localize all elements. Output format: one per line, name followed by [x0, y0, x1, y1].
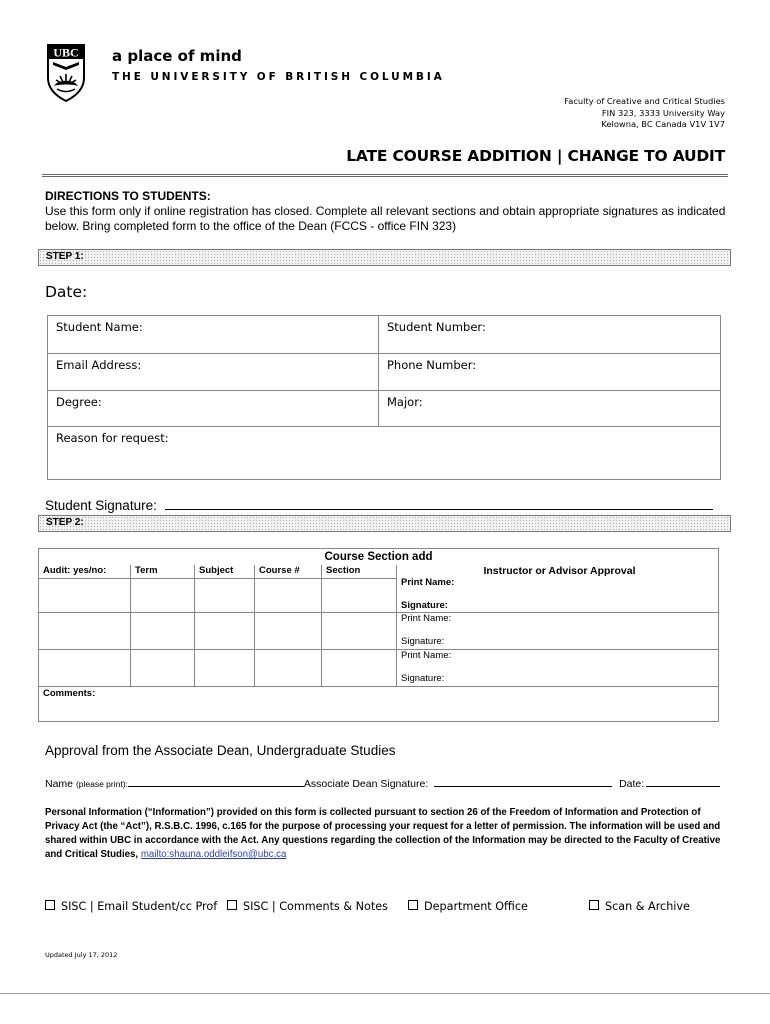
student-name-field[interactable] [48, 316, 379, 354]
section-cell[interactable] [322, 613, 397, 650]
checkbox-label: Department Office [424, 900, 528, 913]
course-number-cell[interactable] [255, 650, 322, 687]
comments-field[interactable] [39, 687, 719, 722]
checkbox-label: SISC | Email Student/cc Prof [61, 900, 218, 913]
print-name-label: Print Name: [401, 650, 452, 661]
name-hint: (please print): [75, 779, 128, 789]
ubc-logo [46, 44, 86, 102]
header-section: Section [322, 565, 397, 578]
title-rule [42, 174, 728, 175]
print-name-label: Print Name: [401, 577, 455, 588]
approval-cell[interactable] [397, 650, 719, 687]
signature-label: Signature: [401, 636, 445, 647]
page-bottom-rule [0, 993, 770, 994]
email-field[interactable] [48, 354, 379, 391]
directions-heading: DIRECTIONS TO STUDENTS: [45, 189, 211, 203]
logo-text: UBC [53, 45, 79, 60]
checkbox-label: Scan & Archive [605, 900, 690, 913]
dean-signature-line[interactable] [434, 776, 612, 787]
step2-bar [38, 515, 731, 532]
updated-date: Updated July 17, 2012 [45, 951, 118, 959]
degree-field[interactable] [48, 391, 379, 427]
major-field[interactable] [379, 391, 721, 427]
header-course-number: Course # [255, 565, 322, 578]
checkbox-department-office[interactable] [408, 900, 528, 913]
faculty-address [564, 96, 725, 131]
student-number-field[interactable] [379, 316, 721, 354]
header-subject: Subject [195, 565, 255, 578]
directions-text: Use this form only if online registration has closed. Complete all relevant sections and obtain appropriate signatures as indicated below. Bring completed form to the office of the Dean (FCCS - office FIN 323) [45, 204, 726, 233]
student-number-label: Student Number: [387, 320, 486, 334]
checkbox-icon[interactable] [45, 900, 55, 910]
subject-cell[interactable] [195, 578, 255, 612]
email-label: Email Address: [56, 358, 142, 372]
header-audit: Audit: yes/no: [39, 565, 131, 578]
university-name: THE UNIVERSITY OF BRITISH COLUMBIA [112, 71, 445, 83]
checkbox-icon[interactable] [589, 900, 599, 910]
privacy-email-link[interactable]: mailto:shauna.oddleifson@ubc.ca [140, 849, 287, 860]
checkbox-sisc-comments[interactable] [227, 900, 388, 913]
step1-bar [38, 249, 731, 266]
date-label: Date: [45, 283, 88, 301]
step1-label: STEP 1: [46, 251, 84, 262]
signature-label: Signature: [401, 600, 448, 611]
major-label: Major: [387, 395, 423, 409]
reason-field[interactable] [48, 427, 721, 480]
course-number-cell[interactable] [255, 578, 322, 612]
student-signature-label: Student Signature: [45, 498, 157, 513]
name-label: Name [45, 778, 74, 790]
title-rule [42, 176, 728, 177]
tagline: a place of mind [112, 47, 242, 65]
section-cell[interactable] [322, 650, 397, 687]
subject-cell[interactable] [195, 613, 255, 650]
term-cell[interactable] [131, 650, 195, 687]
address-line: Kelowna, BC Canada V1V 1V7 [601, 119, 725, 130]
address-line: FIN 323, 3333 University Way [601, 107, 725, 118]
section-cell[interactable] [322, 578, 397, 612]
reason-label: Reason for request: [56, 431, 169, 445]
student-signature-line[interactable] [45, 497, 713, 513]
date-approval-line[interactable] [646, 776, 720, 787]
course-number-cell[interactable] [255, 613, 322, 650]
approval-heading: Approval from the Associate Dean, Undergraduate Studies [45, 743, 396, 758]
checkbox-scan-archive[interactable] [589, 900, 690, 913]
term-cell[interactable] [131, 613, 195, 650]
approval-cell[interactable] [397, 565, 719, 613]
approval-line [45, 776, 720, 790]
header-approval: Instructor or Advisor Approval [483, 565, 636, 577]
dean-signature-label: Associate Dean Signature: [303, 778, 429, 790]
step2-label: STEP 2: [46, 517, 84, 528]
signature-label: Signature: [401, 673, 445, 684]
audit-cell[interactable] [39, 650, 131, 687]
privacy-text: Personal Information (“Information”) provided on this form is collected pursuant to section 26 of the Freedom of Information and Protection of Privacy Act (the “Act”), R.S.B.C. 1996, c.165 for the purpose of processing your request for a letter of permission. The information will be used and shared within UBC in accordance with the Act. Any questions regarding the collection of the Information may be directed to the Faculty of Creative and Critical Studies, [45, 807, 721, 860]
approval-cell[interactable] [397, 613, 719, 650]
audit-cell[interactable] [39, 578, 131, 612]
course-section-table [38, 548, 719, 722]
comments-label: Comments: [43, 688, 96, 699]
date-approval-label: Date: [619, 778, 645, 790]
header-term: Term [131, 565, 195, 578]
term-cell[interactable] [131, 578, 195, 612]
checkbox-sisc-email[interactable] [45, 900, 217, 913]
signature-underline [165, 497, 713, 510]
audit-cell[interactable] [39, 613, 131, 650]
checkbox-icon[interactable] [408, 900, 418, 910]
checkbox-icon[interactable] [227, 900, 237, 910]
degree-label: Degree: [56, 395, 102, 409]
phone-label: Phone Number: [387, 358, 477, 372]
subject-cell[interactable] [195, 650, 255, 687]
checkbox-label: SISC | Comments & Notes [243, 900, 388, 913]
address-line: Faculty of Creative and Critical Studies [564, 96, 725, 106]
student-name-label: Student Name: [56, 320, 143, 334]
name-input-line[interactable] [128, 776, 304, 787]
student-info-table [47, 315, 721, 480]
privacy-notice [45, 806, 735, 862]
print-name-label: Print Name: [401, 613, 452, 624]
course-table-caption: Course Section add [39, 549, 719, 566]
phone-field[interactable] [379, 354, 721, 391]
form-title: LATE COURSE ADDITION | CHANGE TO AUDIT [346, 147, 725, 165]
